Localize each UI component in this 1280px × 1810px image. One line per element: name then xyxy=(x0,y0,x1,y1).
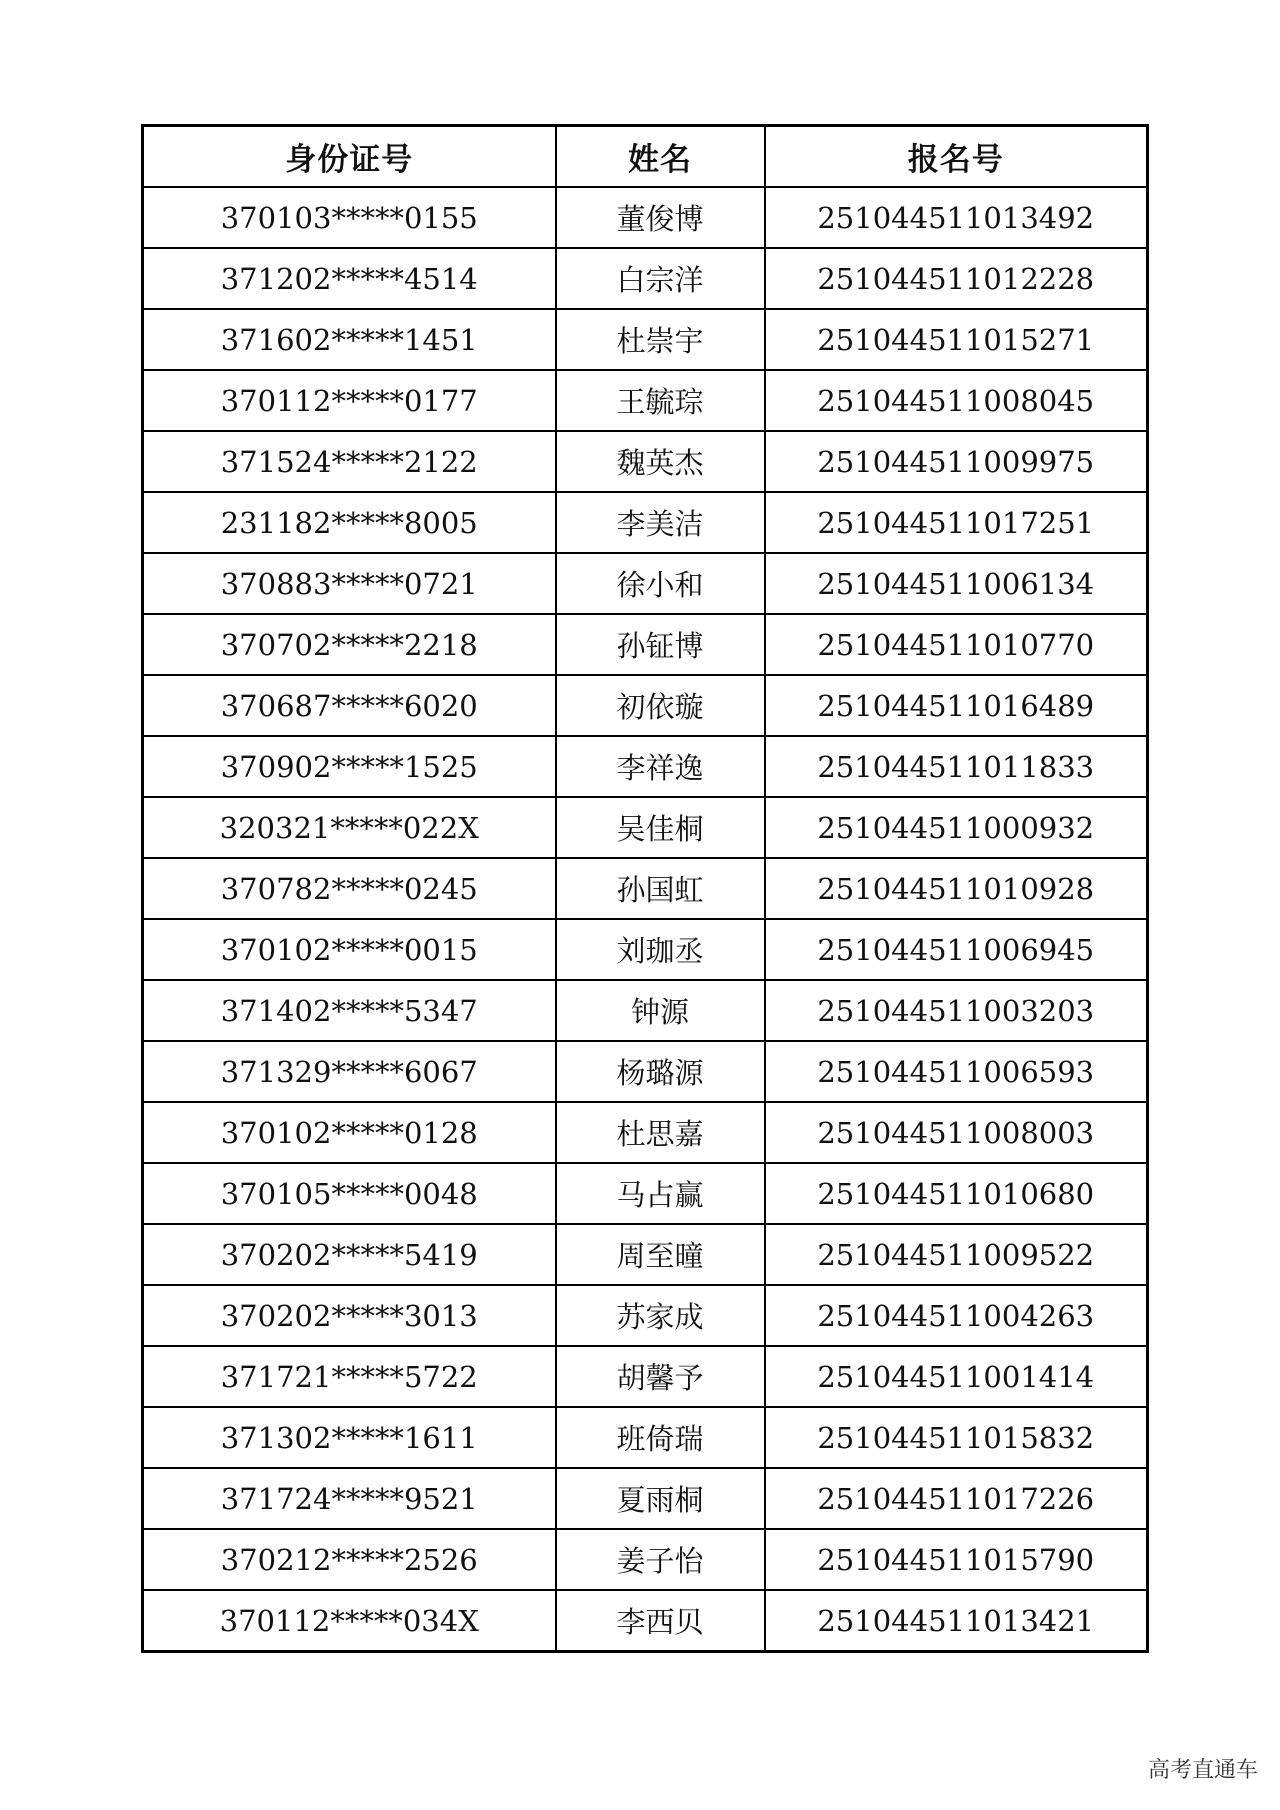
table-row xyxy=(143,492,1148,553)
cell-registration-number: 251044511015790 xyxy=(765,1529,1148,1590)
cell-registration-number: 251044511004263 xyxy=(765,1285,1148,1346)
table-row xyxy=(143,1468,1148,1529)
table-row xyxy=(143,797,1148,858)
table-row xyxy=(143,919,1148,980)
cell-id-number: 370112*****034X xyxy=(143,1590,556,1652)
cell-id-number: 371329*****6067 xyxy=(143,1041,556,1102)
table-row xyxy=(143,1224,1148,1285)
cell-registration-number: 251044511003203 xyxy=(765,980,1148,1041)
table-row xyxy=(143,370,1148,431)
cell-id-number: 370202*****3013 xyxy=(143,1285,556,1346)
cell-registration-number: 251044511009522 xyxy=(765,1224,1148,1285)
cell-name: 徐小和 xyxy=(556,553,765,614)
cell-id-number: 370103*****0155 xyxy=(143,187,556,248)
cell-name: 初依璇 xyxy=(556,675,765,736)
table-row xyxy=(143,1407,1148,1468)
roster-table xyxy=(141,124,1149,1653)
table-row xyxy=(143,1041,1148,1102)
cell-name: 孙国虹 xyxy=(556,858,765,919)
header-id-number: 身份证号 xyxy=(143,126,556,188)
cell-registration-number: 251044511010680 xyxy=(765,1163,1148,1224)
header-registration-number: 报名号 xyxy=(765,126,1148,188)
cell-name: 吴佳桐 xyxy=(556,797,765,858)
table-row xyxy=(143,248,1148,309)
cell-id-number: 370105*****0048 xyxy=(143,1163,556,1224)
cell-registration-number: 251044511009975 xyxy=(765,431,1148,492)
cell-name: 钟源 xyxy=(556,980,765,1041)
table-row xyxy=(143,187,1148,248)
cell-name: 胡馨予 xyxy=(556,1346,765,1407)
cell-name: 魏英杰 xyxy=(556,431,765,492)
cell-registration-number: 251044511011833 xyxy=(765,736,1148,797)
header-name: 姓名 xyxy=(556,126,765,188)
cell-registration-number: 251044511006134 xyxy=(765,553,1148,614)
table-row xyxy=(143,431,1148,492)
cell-registration-number: 251044511006945 xyxy=(765,919,1148,980)
cell-registration-number: 251044511017251 xyxy=(765,492,1148,553)
cell-id-number: 371524*****2122 xyxy=(143,431,556,492)
cell-registration-number: 251044511001414 xyxy=(765,1346,1148,1407)
cell-name: 杜思嘉 xyxy=(556,1102,765,1163)
cell-id-number: 371302*****1611 xyxy=(143,1407,556,1468)
cell-id-number: 370902*****1525 xyxy=(143,736,556,797)
table-row xyxy=(143,980,1148,1041)
cell-id-number: 370883*****0721 xyxy=(143,553,556,614)
cell-registration-number: 251044511016489 xyxy=(765,675,1148,736)
table-row xyxy=(143,858,1148,919)
cell-name: 周至曈 xyxy=(556,1224,765,1285)
cell-id-number: 370687*****6020 xyxy=(143,675,556,736)
cell-id-number: 371202*****4514 xyxy=(143,248,556,309)
cell-registration-number: 251044511017226 xyxy=(765,1468,1148,1529)
cell-name: 李西贝 xyxy=(556,1590,765,1652)
watermark-text: 高考直通车 xyxy=(1147,1758,1258,1783)
cell-name: 马占赢 xyxy=(556,1163,765,1224)
cell-registration-number: 251044511013492 xyxy=(765,187,1148,248)
cell-name: 王毓琮 xyxy=(556,370,765,431)
table-row xyxy=(143,1102,1148,1163)
cell-id-number: 370202*****5419 xyxy=(143,1224,556,1285)
cell-id-number: 370212*****2526 xyxy=(143,1529,556,1590)
cell-id-number: 371724*****9521 xyxy=(143,1468,556,1529)
cell-name: 杜崇宇 xyxy=(556,309,765,370)
cell-registration-number: 251044511008045 xyxy=(765,370,1148,431)
cell-id-number: 370702*****2218 xyxy=(143,614,556,675)
cell-id-number: 370102*****0015 xyxy=(143,919,556,980)
cell-registration-number: 251044511015271 xyxy=(765,309,1148,370)
table-row xyxy=(143,1346,1148,1407)
cell-id-number: 320321*****022X xyxy=(143,797,556,858)
cell-id-number: 371721*****5722 xyxy=(143,1346,556,1407)
cell-registration-number: 251044511012228 xyxy=(765,248,1148,309)
cell-registration-number: 251044511010770 xyxy=(765,614,1148,675)
table-row xyxy=(143,614,1148,675)
cell-id-number: 371602*****1451 xyxy=(143,309,556,370)
cell-registration-number: 251044511008003 xyxy=(765,1102,1148,1163)
cell-name: 班倚瑞 xyxy=(556,1407,765,1468)
header-row xyxy=(143,126,1148,188)
cell-name: 孙钲博 xyxy=(556,614,765,675)
cell-name: 李祥逸 xyxy=(556,736,765,797)
cell-registration-number: 251044511013421 xyxy=(765,1590,1148,1652)
cell-name: 李美洁 xyxy=(556,492,765,553)
cell-id-number: 371402*****5347 xyxy=(143,980,556,1041)
cell-name: 刘珈丞 xyxy=(556,919,765,980)
table-row xyxy=(143,553,1148,614)
cell-id-number: 231182*****8005 xyxy=(143,492,556,553)
cell-registration-number: 251044511010928 xyxy=(765,858,1148,919)
cell-name: 董俊博 xyxy=(556,187,765,248)
cell-name: 姜子怡 xyxy=(556,1529,765,1590)
table-row xyxy=(143,309,1148,370)
cell-name: 杨璐源 xyxy=(556,1041,765,1102)
cell-name: 白宗洋 xyxy=(556,248,765,309)
table-row xyxy=(143,736,1148,797)
cell-id-number: 370782*****0245 xyxy=(143,858,556,919)
cell-registration-number: 251044511000932 xyxy=(765,797,1148,858)
cell-name: 苏家成 xyxy=(556,1285,765,1346)
table-body xyxy=(143,187,1148,1652)
table-row xyxy=(143,1285,1148,1346)
cell-id-number: 370102*****0128 xyxy=(143,1102,556,1163)
cell-registration-number: 251044511015832 xyxy=(765,1407,1148,1468)
table-header xyxy=(143,126,1148,188)
cell-registration-number: 251044511006593 xyxy=(765,1041,1148,1102)
cell-id-number: 370112*****0177 xyxy=(143,370,556,431)
table-row xyxy=(143,675,1148,736)
table-row xyxy=(143,1163,1148,1224)
cell-name: 夏雨桐 xyxy=(556,1468,765,1529)
table-row xyxy=(143,1590,1148,1652)
table-row xyxy=(143,1529,1148,1590)
